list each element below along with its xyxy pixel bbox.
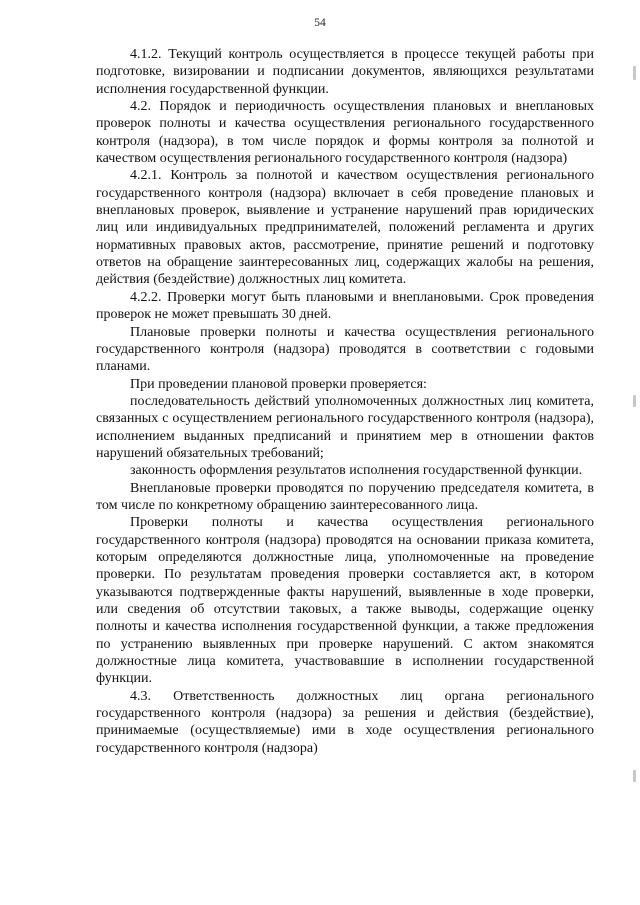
paragraph-4-1-2: 4.1.2. Текущий контроль осуществляется в процессе текущей работы при подготовке, визировании и подписании документов, являющихся результатами исполнения государственной функции. <box>96 47 594 97</box>
scan-edge-mark <box>633 770 636 782</box>
paragraph-4-3-heading: 4.3. Ответственность должностных лиц органа регионального государственного контроля (надзора) за решения и действия (бездействие), принимаемые (осуществляемые) ими в ходе осуществления регионального государственного контроля (надзора) <box>96 688 594 756</box>
paragraph-4-2-heading: 4.2. Порядок и периодичность осуществления плановых и внеплановых проверок полноты и качества осуществления регионального государственного контроля (надзора), в том числе порядок и формы контроля за полнотой и качеством осуществления регионального государственного контроля (надзора) <box>96 99 594 167</box>
paragraph-check-procedure: Проверки полноты и качества осуществления регионального государственного контроля (надзора) проводятся на основании приказа комитета, которым определяются должностные лица, уполномоченные на проведение проверки. По результатам проведения проверки составляется акт, в котором указываются подтвержденные факты нарушений, выявленные в ходе проверки, или сведения об отсутствии таковых, а также выводы, содержащие оценку полноты и качества исполнения государственной функции, а также предложения по устранению выявленных при проверке нарушений. С актом знакомятся должностные лица комитета, участвовавшие в исполнении государственной функции. <box>96 515 594 687</box>
paragraph-planned-checks: Плановые проверки полноты и качества осуществления регионального государственного контроля (надзора) проводятся в соответствии с годовыми планами. <box>96 324 594 375</box>
paragraph-4-2-2: 4.2.2. Проверки могут быть плановыми и внеплановыми. Срок проведения проверок не может превышать 30 дней. <box>96 289 594 323</box>
scan-edge-mark <box>633 395 636 407</box>
document-body <box>96 46 594 757</box>
paragraph-check-intro: При проведении плановой проверки проверяется: <box>130 376 427 392</box>
paragraph-4-2-1: 4.2.1. Контроль за полнотой и качеством осуществления регионального государственного контроля (надзора) включает в себя проведение плановых и внеплановых проверок, выявление и устранение нарушений прав юридических лиц или индивидуальных предпринимателей, положений регламента и других нормативных правовых актов, рассмотрение, принятие решений и подготовку ответов на обращение заинтересованных лиц, содержащих жалобы на решения, действия (бездействие) должностных лиц комитета. <box>96 168 594 288</box>
page-number: 54 <box>314 17 326 29</box>
paragraph-check-item-legality: законность оформления результатов исполнения государственной функции. <box>130 463 583 479</box>
paragraph-unplanned-checks: Внеплановые проверки проводятся по поручению председателя комитета, в том числе по конкретному обращению заинтересованного лица. <box>96 480 594 513</box>
paragraph-check-item-sequence: последовательность действий уполномоченных должностных лиц комитета, связанных с осуществлением регионального государственного контроля (надзора), исполнением выданных предписаний и принятием мер в отношении фактов нарушений обязательных требований; <box>96 393 594 461</box>
scan-edge-mark <box>633 66 636 80</box>
